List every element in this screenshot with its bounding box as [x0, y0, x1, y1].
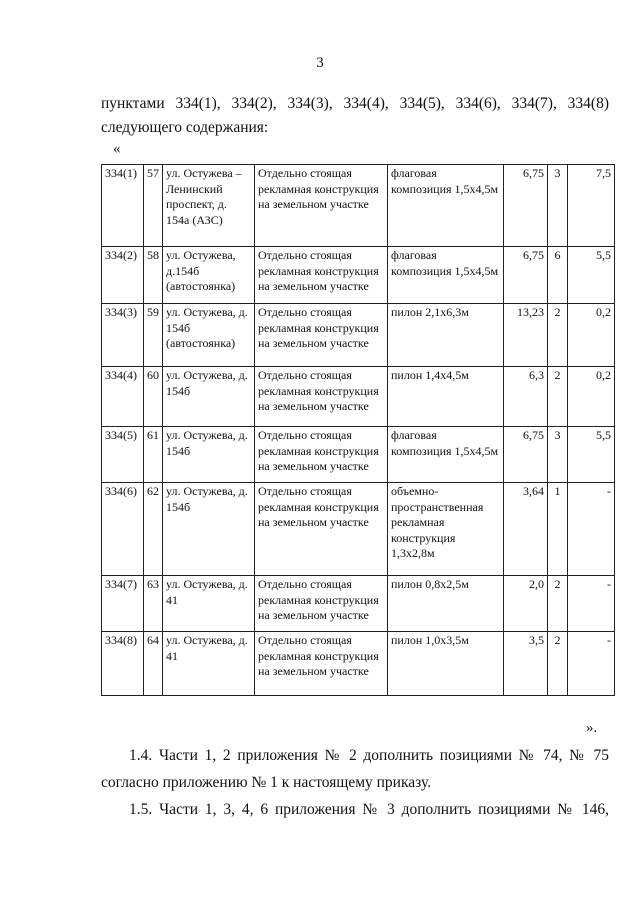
address-cell: ул. Остужева, д. 154б	[163, 483, 255, 576]
table-row	[102, 576, 615, 632]
value-cell: 0,2	[568, 367, 615, 427]
row-number-cell: 59	[144, 304, 163, 367]
row-id-cell: 334(8)	[102, 632, 144, 696]
value-cell: -	[568, 632, 615, 696]
table-row	[102, 427, 615, 483]
row-number-cell: 64	[144, 632, 163, 696]
construction-type-cell: Отдельно стоящая рекламная конструкция на земельном участке	[255, 165, 388, 247]
sides-cell: 2	[548, 576, 568, 632]
table-row	[102, 483, 615, 576]
construction-kind-cell: объемно-пространственная рекламная конструкция 1,3х2,8м	[388, 483, 504, 576]
construction-type-cell: Отдельно стоящая рекламная конструкция на земельном участке	[255, 304, 388, 367]
value-cell: 0,2	[568, 304, 615, 367]
row-number-cell: 60	[144, 367, 163, 427]
area-cell: 6,75	[504, 247, 548, 304]
table-row	[102, 632, 615, 696]
construction-kind-cell: пилон 1,4х4,5м	[388, 367, 504, 427]
address-cell: ул. Остужева, д. 154б	[163, 367, 255, 427]
construction-kind-cell: флаговая композиция 1,5х4,5м	[388, 247, 504, 304]
paragraph-1-5-line-1: 1.5. Части 1, 3, 4, 6 приложения № 3 дополнить позициями № 146,	[129, 801, 609, 818]
page-number: 3	[316, 55, 324, 71]
address-cell: ул. Остужева, д. 41	[163, 576, 255, 632]
row-number-cell: 63	[144, 576, 163, 632]
table-row	[102, 247, 615, 304]
sides-cell: 2	[548, 304, 568, 367]
closing-quote: ».	[586, 720, 598, 736]
construction-type-cell: Отдельно стоящая рекламная конструкция на земельном участке	[255, 427, 388, 483]
value-cell: -	[568, 483, 615, 576]
address-cell: ул. Остужева, д. 154б (автостоянка)	[163, 304, 255, 367]
area-cell: 6,3	[504, 367, 548, 427]
sides-cell: 3	[548, 165, 568, 247]
table-row	[102, 165, 615, 247]
paragraph-1-4	[101, 742, 609, 796]
paragraph-1-4-line-1: 1.4. Части 1, 2 приложения № 2 дополнить позициями № 74, № 75	[129, 747, 609, 764]
sides-cell: 6	[548, 247, 568, 304]
table-body	[102, 165, 615, 696]
value-cell: 5,5	[568, 427, 615, 483]
row-number-cell: 62	[144, 483, 163, 576]
construction-kind-cell: пилон 2,1х6,3м	[388, 304, 504, 367]
value-cell: 7,5	[568, 165, 615, 247]
row-id-cell: 334(3)	[102, 304, 144, 367]
construction-type-cell: Отдельно стоящая рекламная конструкция на земельном участке	[255, 367, 388, 427]
construction-type-cell: Отдельно стоящая рекламная конструкция на земельном участке	[255, 247, 388, 304]
opening-quote: «	[113, 141, 121, 157]
address-cell: ул. Остужева, д. 41	[163, 632, 255, 696]
table-row	[102, 304, 615, 367]
row-id-cell: 334(1)	[102, 165, 144, 247]
row-number-cell: 58	[144, 247, 163, 304]
row-id-cell: 334(2)	[102, 247, 144, 304]
row-number-cell: 57	[144, 165, 163, 247]
address-cell: ул. Остужева, д.154б (автостоянка)	[163, 247, 255, 304]
paragraph-1-5	[101, 796, 609, 823]
construction-kind-cell: пилон 0,8х2,5м	[388, 576, 504, 632]
area-cell: 6,75	[504, 165, 548, 247]
area-cell: 13,23	[504, 304, 548, 367]
construction-type-cell: Отдельно стоящая рекламная конструкция на земельном участке	[255, 632, 388, 696]
row-number-cell: 61	[144, 427, 163, 483]
advertising-structures-table	[101, 164, 615, 696]
sides-cell: 1	[548, 483, 568, 576]
row-id-cell: 334(4)	[102, 367, 144, 427]
area-cell: 3,64	[504, 483, 548, 576]
address-cell: ул. Остужева – Ленинский проспект, д. 154а (АЗС)	[163, 165, 255, 247]
sides-cell: 2	[548, 632, 568, 696]
table-row	[102, 367, 615, 427]
area-cell: 6,75	[504, 427, 548, 483]
construction-type-cell: Отдельно стоящая рекламная конструкция на земельном участке	[255, 483, 388, 576]
area-cell: 3,5	[504, 632, 548, 696]
sides-cell: 2	[548, 367, 568, 427]
intro-line-2: следующего содержания:	[101, 119, 269, 136]
sides-cell: 3	[548, 427, 568, 483]
construction-kind-cell: флаговая композиция 1,5х4,5м	[388, 427, 504, 483]
row-id-cell: 334(6)	[102, 483, 144, 576]
value-cell: -	[568, 576, 615, 632]
address-cell: ул. Остужева, д. 154б	[163, 427, 255, 483]
value-cell: 5,5	[568, 247, 615, 304]
construction-kind-cell: пилон 1,0х3,5м	[388, 632, 504, 696]
row-id-cell: 334(7)	[102, 576, 144, 632]
area-cell: 2,0	[504, 576, 548, 632]
construction-type-cell: Отдельно стоящая рекламная конструкция на земельном участке	[255, 576, 388, 632]
paragraph-1-4-line-2: согласно приложению № 1 к настоящему приказу.	[101, 774, 432, 791]
intro-line-1: пунктами 334(1), 334(2), 334(3), 334(4), 334(5), 334(6), 334(7), 334(8)	[101, 95, 609, 112]
construction-kind-cell: флаговая композиция 1,5х4,5м	[388, 165, 504, 247]
row-id-cell: 334(5)	[102, 427, 144, 483]
